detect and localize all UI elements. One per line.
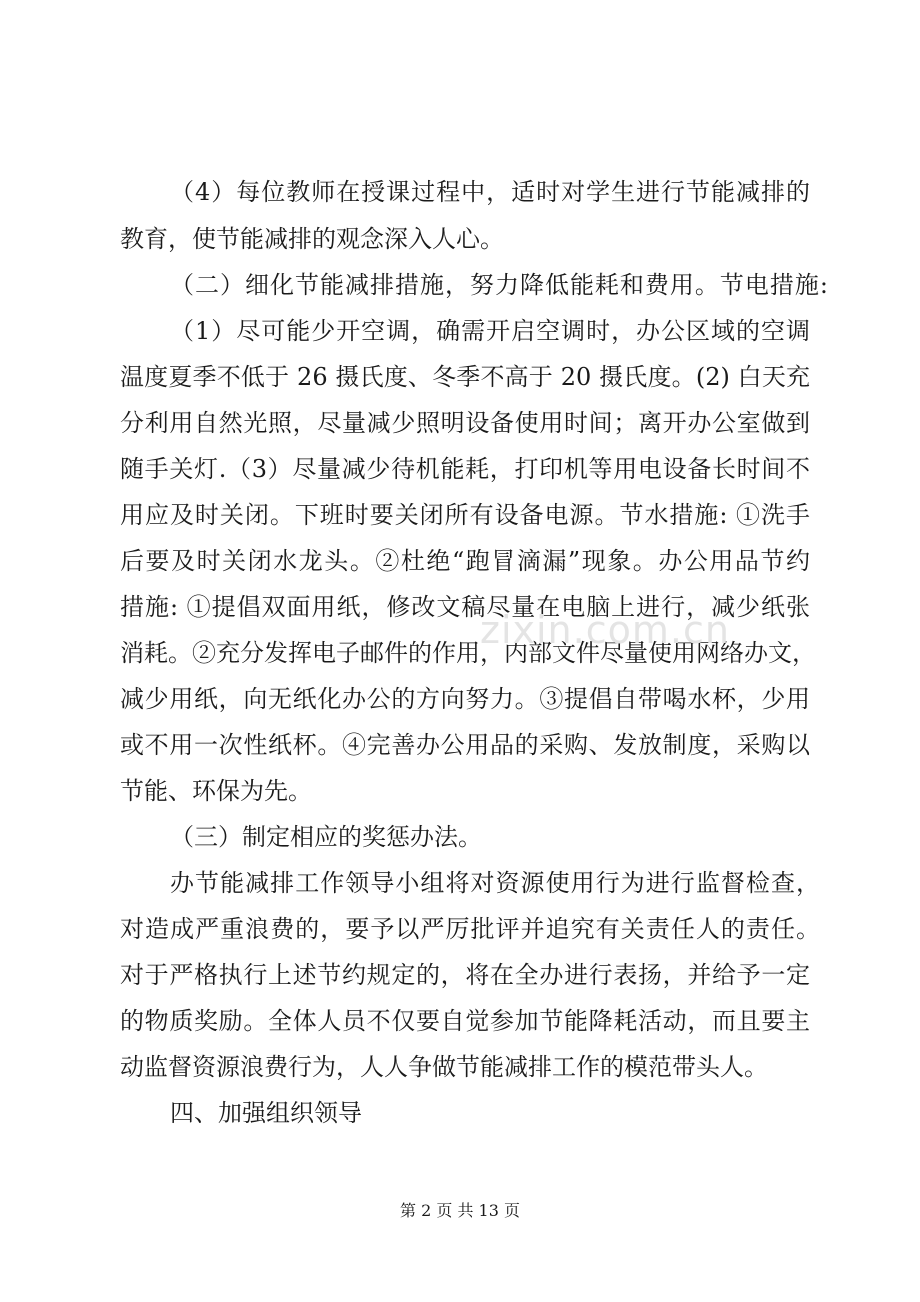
paragraph-line-9: 后要及时关闭水龙头。②杜绝“跑冒滴漏”现象。办公用品节约 (120, 547, 810, 575)
paragraph-line-13: 或不用一次性纸杯。④完善办公用品的采购、发放制度，采购以 (120, 731, 810, 759)
section-heading-3: （三）制定相应的奖惩办法。 (170, 823, 482, 851)
paragraph-line-17: 对造成严重浪费的，要予以严厉批评并追究有关责任人的责任。 (120, 915, 820, 943)
paragraph-line-11: 消耗。②充分发挥电子邮件的作用，内部文件尽量使用网络办文， (120, 639, 816, 667)
paragraph-line-6: 分利用自然光照，尽量减少照明设备使用时间；离开办公室做到 (120, 409, 810, 437)
page-footer: 第 2 页 共 13 页 (400, 1201, 520, 1220)
paragraph-line-16: 办节能减排工作领导小组将对资源使用行为进行监督检查， (170, 869, 820, 897)
paragraph-line-12: 减少用纸，向无纸化办公的方向努力。③提倡自带喝水杯，少用 (120, 685, 810, 713)
paragraph-line-18: 对于严格执行上述节约规定的，将在全办进行表扬，并给予一定 (120, 961, 810, 989)
section-heading-4: 四、加强组织领导 (170, 1099, 362, 1127)
paragraph-line-4: （1）尽可能少开空调，确需开启空调时，办公区域的空调 (170, 317, 810, 345)
paragraph-line-14: 节能、环保为先。 (120, 777, 312, 805)
paragraph-line-20: 动监督资源浪费行为，人人争做节能减排工作的模范带头人。 (120, 1053, 768, 1081)
paragraph-line-7: 随手关灯.（3）尽量减少待机能耗，打印机等用电设备长时间不 (120, 455, 810, 483)
paragraph-line-5: 温度夏季不低于 26 摄氏度、冬季不高于 20 摄氏度。(2) 白天充 (120, 363, 810, 391)
paragraph-line-2: 教育，使节能减排的观念深入人心。 (120, 225, 504, 253)
paragraph-line-8: 用应及时关闭。下班时要关闭所有设备电源。节水措施: ①洗手 (120, 501, 810, 529)
section-heading-2: （二）细化节能减排措施，努力降低能耗和费用。节电措施: (170, 271, 828, 299)
paragraph-line-10: 措施: ①提倡双面用纸，修改文稿尽量在电脑上进行，减少纸张 (120, 593, 810, 621)
paragraph-line-1: （4）每位教师在授课过程中，适时对学生进行节能减排的 (170, 178, 810, 206)
watermark-text: zixin.com.cn (480, 608, 730, 652)
paragraph-line-19: 的物质奖励。全体人员不仅要自觉参加节能降耗活动，而且要主 (120, 1007, 810, 1035)
